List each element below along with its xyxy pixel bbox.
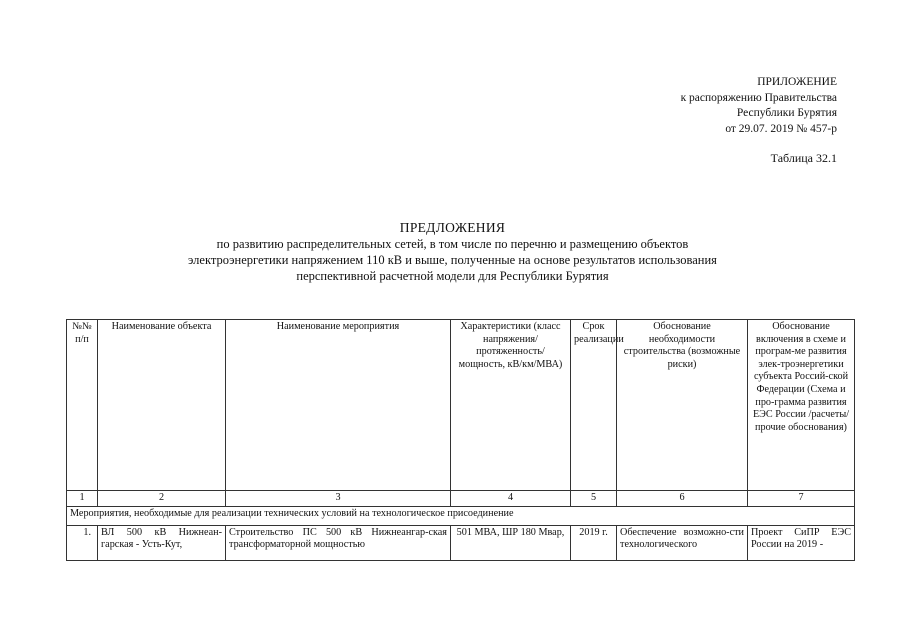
column-number: 5 — [571, 491, 617, 507]
header-term: Срок реализации — [571, 320, 617, 491]
appendix-title: ПРИЛОЖЕНИЕ — [757, 76, 837, 88]
section-label: Мероприятия, необходимые для реализации технических условий на технологическое присоединение — [67, 506, 855, 525]
column-number: 6 — [617, 491, 748, 507]
row-justification: Обеспечение возможно-сти технологического — [617, 525, 748, 560]
row-term: 2019 г. — [571, 525, 617, 560]
column-number: 4 — [451, 491, 571, 507]
title-heading: ПРЕДЛОЖЕНИЯ — [399, 220, 506, 235]
document-title — [0, 220, 905, 284]
table-row — [67, 525, 855, 560]
row-object: ВЛ 500 кВ Нижнеан-гарская - Усть-Кут, — [98, 525, 226, 560]
row-number: 1. — [67, 525, 98, 560]
column-number: 7 — [748, 491, 855, 507]
table-number: Таблица 32.1 — [770, 151, 837, 165]
header-characteristics: Характеристики (класс напряжения/ протяженность/ мощность, кВ/км/МВА) — [451, 320, 571, 491]
title-line: электроэнергетики напряжением 110 кВ и выше, полученные на основе результатов использования — [188, 253, 717, 267]
title-line: по развитию распределительных сетей, в том числе по перечню и размещению объектов — [216, 237, 689, 251]
column-number: 1 — [67, 491, 98, 507]
header-number: №№ п/п — [67, 320, 98, 491]
column-number: 2 — [98, 491, 226, 507]
row-inclusion: Проект СиПР ЕЭС России на 2019 - — [748, 525, 855, 560]
appendix-line: Республики Бурятия — [736, 107, 837, 119]
header-action-name: Наименование мероприятия — [226, 320, 451, 491]
header-object-name: Наименование объекта — [98, 320, 226, 491]
appendix-date: от 29.07. 2019 № 457-р — [725, 122, 837, 135]
table-header-row — [67, 320, 855, 491]
proposals-table — [66, 319, 855, 561]
header-justification: Обоснование необходимости строительства (возможные риски) — [617, 320, 748, 491]
section-row — [67, 506, 855, 525]
appendix-line: к распоряжению Правительства — [680, 91, 837, 104]
row-specs: 501 МВА, ШР 180 Мвар, — [451, 525, 571, 560]
header-inclusion-basis: Обоснование включения в схеме и програм-ме развития элек-троэнергетики субъекта Россий-ской Федерации (Схема и про-грамма развития ЕЭС России /расчеты/прочие обоснования) — [748, 320, 855, 491]
column-number-row — [67, 491, 855, 507]
column-number: 3 — [226, 491, 451, 507]
row-action: Строительство ПС 500 кВ Нижнеангар-ская трансформаторной мощностью — [226, 525, 451, 560]
title-line: перспективной расчетной модели для Республики Бурятия — [296, 269, 609, 283]
appendix-block — [681, 75, 837, 137]
